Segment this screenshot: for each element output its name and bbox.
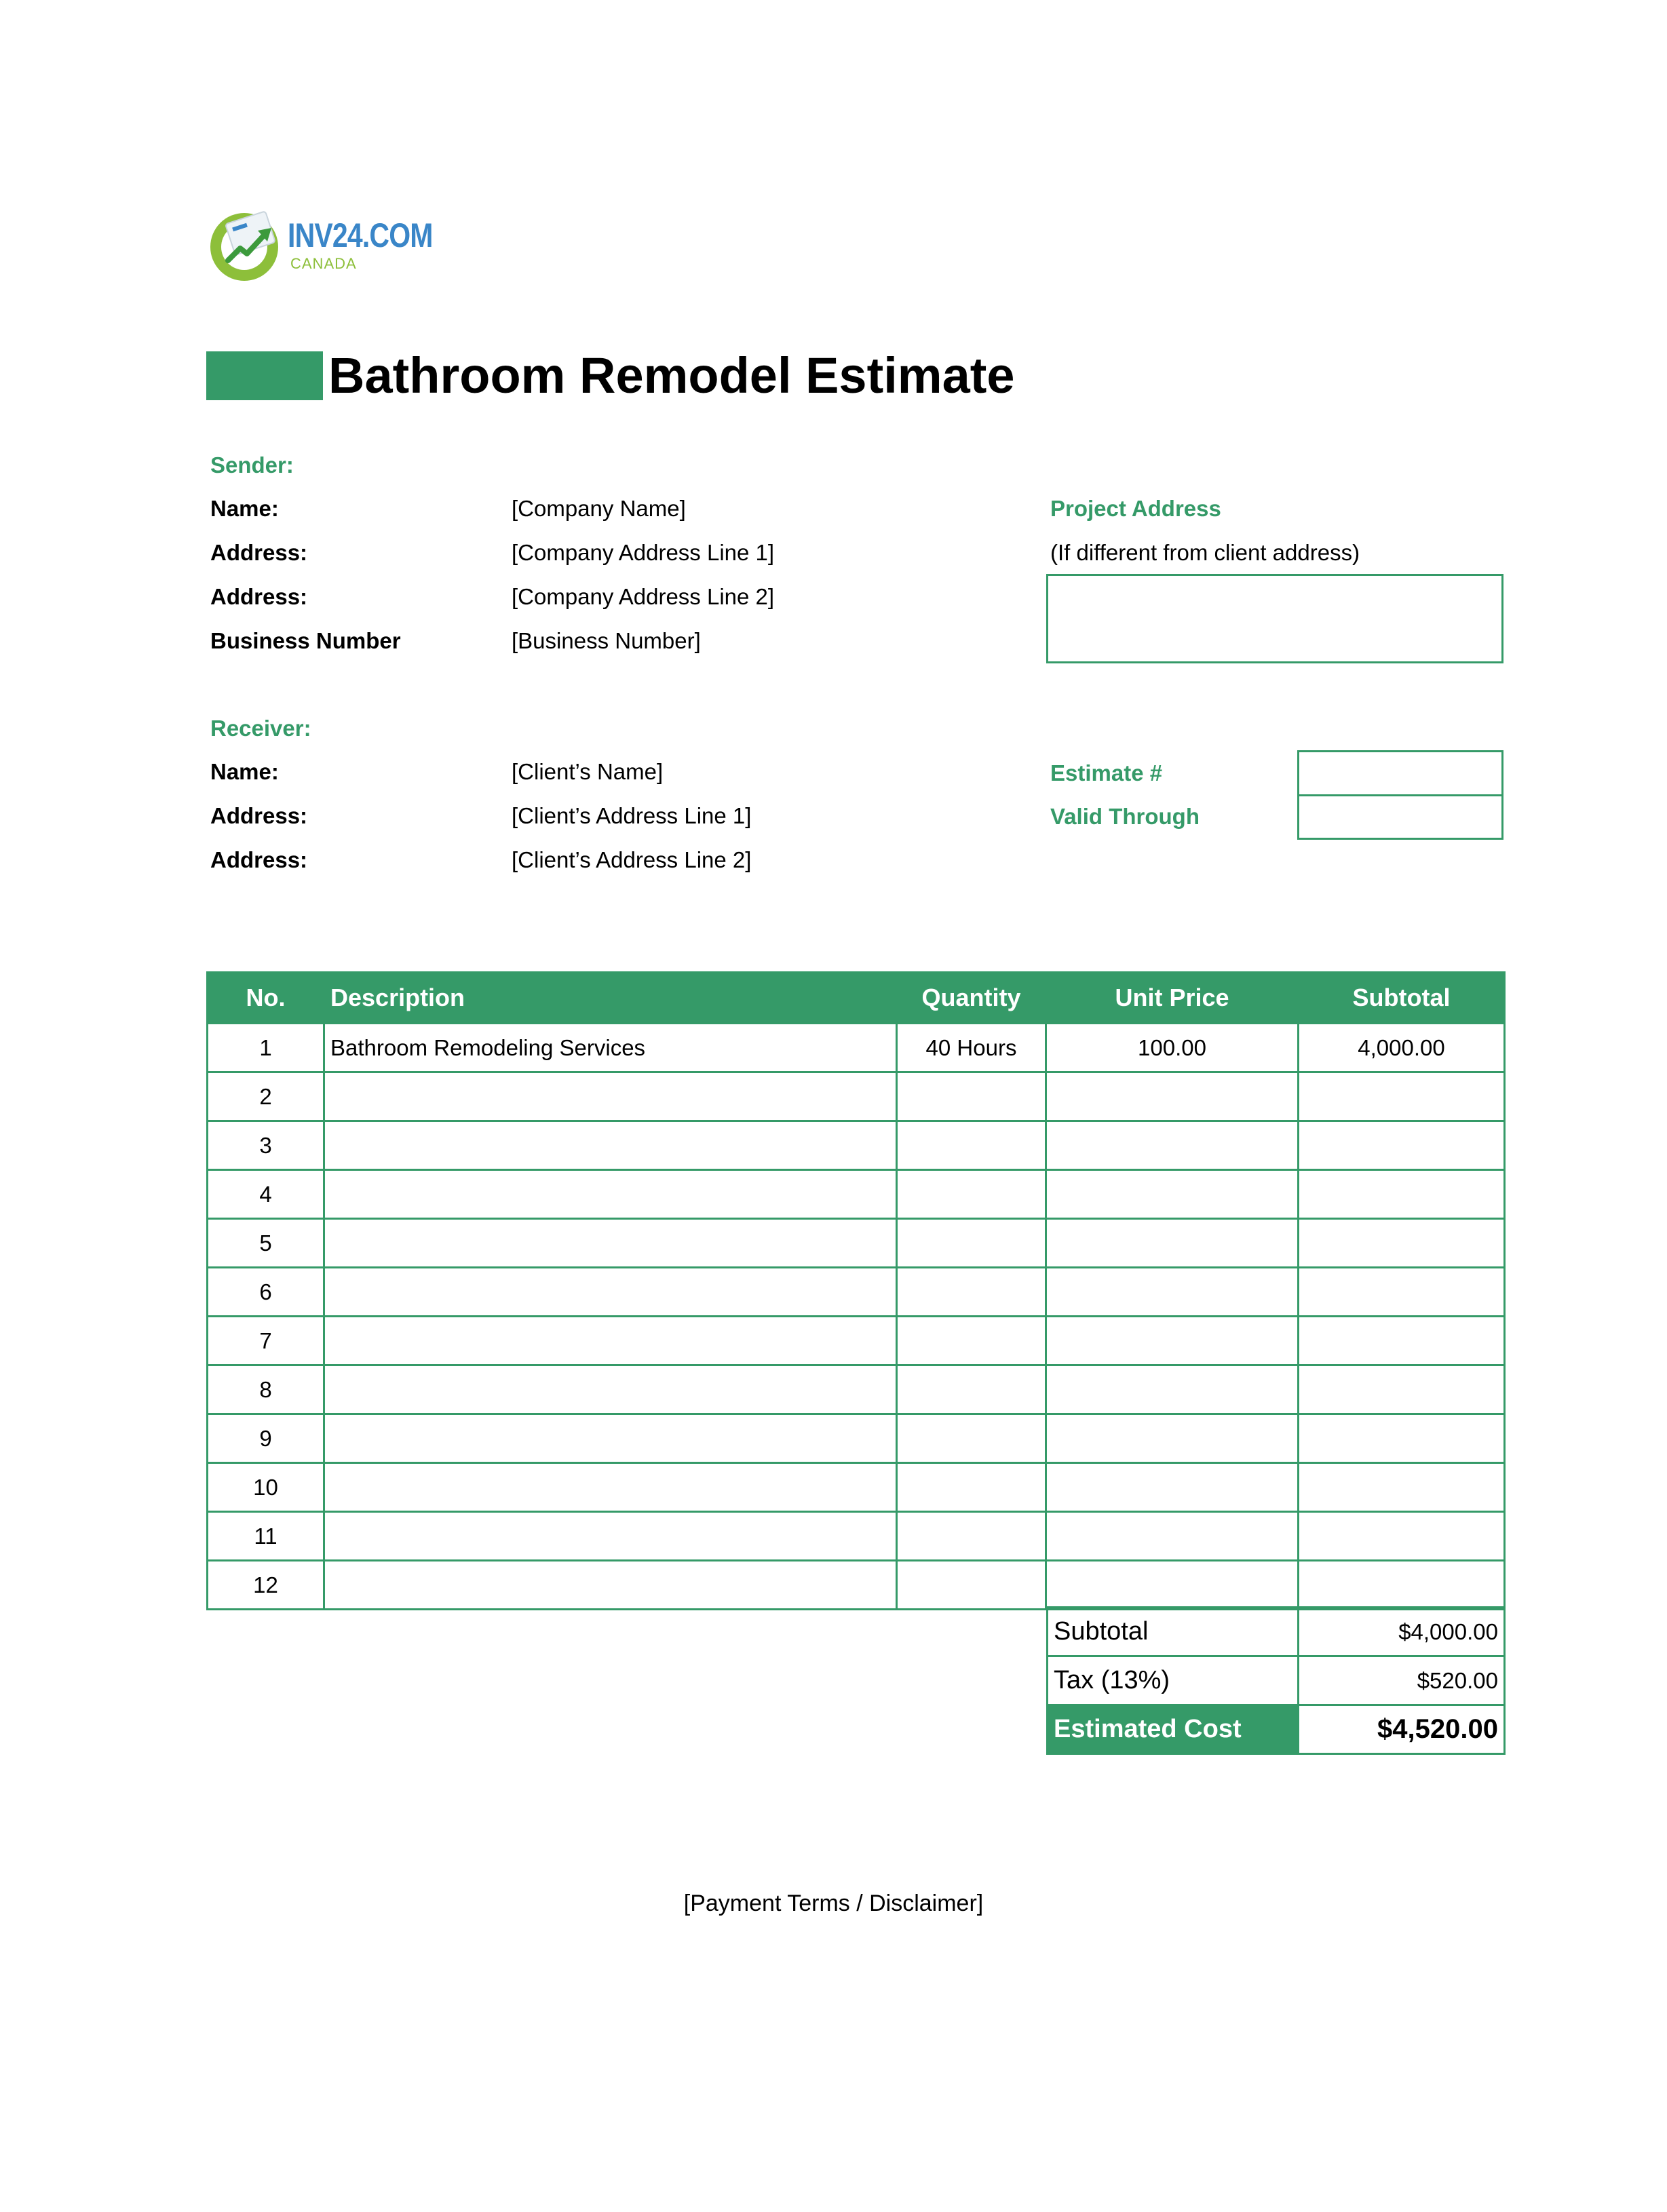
business-number-label: Business Number xyxy=(210,628,401,653)
cell-subtotal xyxy=(1299,1365,1505,1414)
cell-unit-price[interactable] xyxy=(1046,1072,1299,1121)
cell-quantity[interactable] xyxy=(897,1268,1046,1317)
cell-unit-price[interactable] xyxy=(1046,1170,1299,1219)
receiver-address2-label: Address: xyxy=(210,847,308,872)
sender-name-value: [Company Name] xyxy=(512,496,686,521)
cell-quantity[interactable] xyxy=(897,1170,1046,1219)
cell-description[interactable] xyxy=(324,1365,897,1414)
title-accent-bar xyxy=(206,351,323,400)
table-row xyxy=(208,1463,1505,1512)
cell-no: 4 xyxy=(208,1170,324,1219)
project-address-note: (If different from client address) xyxy=(1050,540,1360,565)
line-items-table xyxy=(206,971,1506,1610)
cell-subtotal xyxy=(1299,1121,1505,1170)
cell-no: 8 xyxy=(208,1365,324,1414)
column-header-quantity: Quantity xyxy=(897,973,1046,1024)
cell-subtotal xyxy=(1299,1317,1505,1365)
table-row xyxy=(208,1170,1505,1219)
cell-quantity[interactable] xyxy=(897,1463,1046,1512)
logo-name: INV24.COM xyxy=(288,216,433,254)
tax-row xyxy=(1048,1656,1505,1705)
sender-address1-value: [Company Address Line 1] xyxy=(512,540,775,565)
table-row xyxy=(208,1561,1505,1610)
cell-subtotal xyxy=(1299,1561,1505,1610)
cell-description[interactable] xyxy=(324,1121,897,1170)
cell-description[interactable] xyxy=(324,1072,897,1121)
cell-unit-price[interactable] xyxy=(1046,1561,1299,1610)
cell-subtotal xyxy=(1299,1463,1505,1512)
table-row xyxy=(208,1024,1505,1072)
cell-unit-price[interactable] xyxy=(1046,1121,1299,1170)
cell-quantity[interactable] xyxy=(897,1219,1046,1268)
cell-unit-price[interactable] xyxy=(1046,1219,1299,1268)
table-row xyxy=(208,1072,1505,1121)
cell-unit-price[interactable]: 100.00 xyxy=(1046,1024,1299,1072)
cell-subtotal xyxy=(1299,1268,1505,1317)
receiver-name-label: Name: xyxy=(210,759,279,784)
cell-no: 5 xyxy=(208,1219,324,1268)
receiver-address1-label: Address: xyxy=(210,803,308,828)
cell-description[interactable] xyxy=(324,1512,897,1561)
cell-unit-price[interactable] xyxy=(1046,1463,1299,1512)
cell-unit-price[interactable] xyxy=(1046,1317,1299,1365)
table-row xyxy=(208,1219,1505,1268)
cell-unit-price[interactable] xyxy=(1046,1512,1299,1561)
cell-quantity[interactable] xyxy=(897,1561,1046,1610)
cell-no: 9 xyxy=(208,1414,324,1463)
cell-description[interactable] xyxy=(324,1268,897,1317)
totals-table xyxy=(1046,1606,1506,1755)
logo-subtitle: CANADA xyxy=(290,255,357,272)
cell-description[interactable] xyxy=(324,1463,897,1512)
estimated-cost-value: $4,520.00 xyxy=(1299,1705,1505,1754)
cell-description[interactable]: Bathroom Remodeling Services xyxy=(324,1024,897,1072)
cell-quantity[interactable] xyxy=(897,1414,1046,1463)
receiver-address1-value: [Client’s Address Line 1] xyxy=(512,803,752,828)
valid-through-field[interactable] xyxy=(1297,794,1503,840)
cell-no: 6 xyxy=(208,1268,324,1317)
company-logo xyxy=(209,208,433,282)
cell-quantity[interactable]: 40 Hours xyxy=(897,1024,1046,1072)
page-title: Bathroom Remodel Estimate xyxy=(328,347,1015,404)
table-row xyxy=(208,1414,1505,1463)
cell-subtotal xyxy=(1299,1512,1505,1561)
cell-unit-price[interactable] xyxy=(1046,1268,1299,1317)
cell-subtotal xyxy=(1299,1219,1505,1268)
project-address-field[interactable] xyxy=(1046,574,1503,663)
sender-address2-value: [Company Address Line 2] xyxy=(512,584,775,609)
cell-no: 3 xyxy=(208,1121,324,1170)
subtotal-row xyxy=(1048,1608,1505,1656)
table-row xyxy=(208,1365,1505,1414)
cell-description[interactable] xyxy=(324,1170,897,1219)
estimated-cost-label: Estimated Cost xyxy=(1048,1705,1299,1754)
cell-quantity[interactable] xyxy=(897,1121,1046,1170)
cell-description[interactable] xyxy=(324,1219,897,1268)
cell-no: 7 xyxy=(208,1317,324,1365)
column-header-unit-price: Unit Price xyxy=(1046,973,1299,1024)
subtotal-value: $4,000.00 xyxy=(1299,1608,1505,1656)
receiver-name-value: [Client’s Name] xyxy=(512,759,664,784)
receiver-heading: Receiver: xyxy=(210,716,311,741)
cell-no: 2 xyxy=(208,1072,324,1121)
column-header-no: No. xyxy=(208,973,324,1024)
cell-quantity[interactable] xyxy=(897,1512,1046,1561)
estimated-cost-row xyxy=(1048,1705,1505,1754)
cell-unit-price[interactable] xyxy=(1046,1365,1299,1414)
estimate-number-label: Estimate # xyxy=(1050,760,1163,785)
cell-quantity[interactable] xyxy=(897,1317,1046,1365)
receiver-address2-value: [Client’s Address Line 2] xyxy=(512,847,752,872)
cell-no: 10 xyxy=(208,1463,324,1512)
cell-quantity[interactable] xyxy=(897,1365,1046,1414)
table-row xyxy=(208,1317,1505,1365)
column-header-subtotal: Subtotal xyxy=(1299,973,1505,1024)
tax-label: Tax (13%) xyxy=(1048,1656,1299,1705)
sender-heading: Sender: xyxy=(210,452,294,478)
cell-no: 12 xyxy=(208,1561,324,1610)
cell-subtotal xyxy=(1299,1414,1505,1463)
cell-subtotal xyxy=(1299,1072,1505,1121)
column-header-description: Description xyxy=(324,973,897,1024)
table-row xyxy=(208,1512,1505,1561)
cell-unit-price[interactable] xyxy=(1046,1414,1299,1463)
valid-through-label: Valid Through xyxy=(1050,804,1200,829)
sender-address2-label: Address: xyxy=(210,584,308,609)
cell-description[interactable] xyxy=(324,1414,897,1463)
cell-subtotal: 4,000.00 xyxy=(1299,1024,1505,1072)
sender-name-label: Name: xyxy=(210,496,279,521)
estimate-number-field[interactable] xyxy=(1297,750,1503,796)
cell-subtotal xyxy=(1299,1170,1505,1219)
invoice-chart-icon xyxy=(209,208,284,282)
cell-quantity[interactable] xyxy=(897,1072,1046,1121)
cell-description[interactable] xyxy=(324,1317,897,1365)
project-address-heading: Project Address xyxy=(1050,496,1221,521)
table-row xyxy=(208,1268,1505,1317)
cell-no: 11 xyxy=(208,1512,324,1561)
business-number-value: [Business Number] xyxy=(512,628,701,653)
cell-description[interactable] xyxy=(324,1561,897,1610)
payment-terms-footer: [Payment Terms / Disclaimer] xyxy=(683,1890,984,1916)
tax-value: $520.00 xyxy=(1299,1656,1505,1705)
subtotal-label: Subtotal xyxy=(1048,1608,1299,1656)
sender-address1-label: Address: xyxy=(210,540,308,565)
cell-no: 1 xyxy=(208,1024,324,1072)
table-header-row xyxy=(208,973,1505,1024)
table-row xyxy=(208,1121,1505,1170)
